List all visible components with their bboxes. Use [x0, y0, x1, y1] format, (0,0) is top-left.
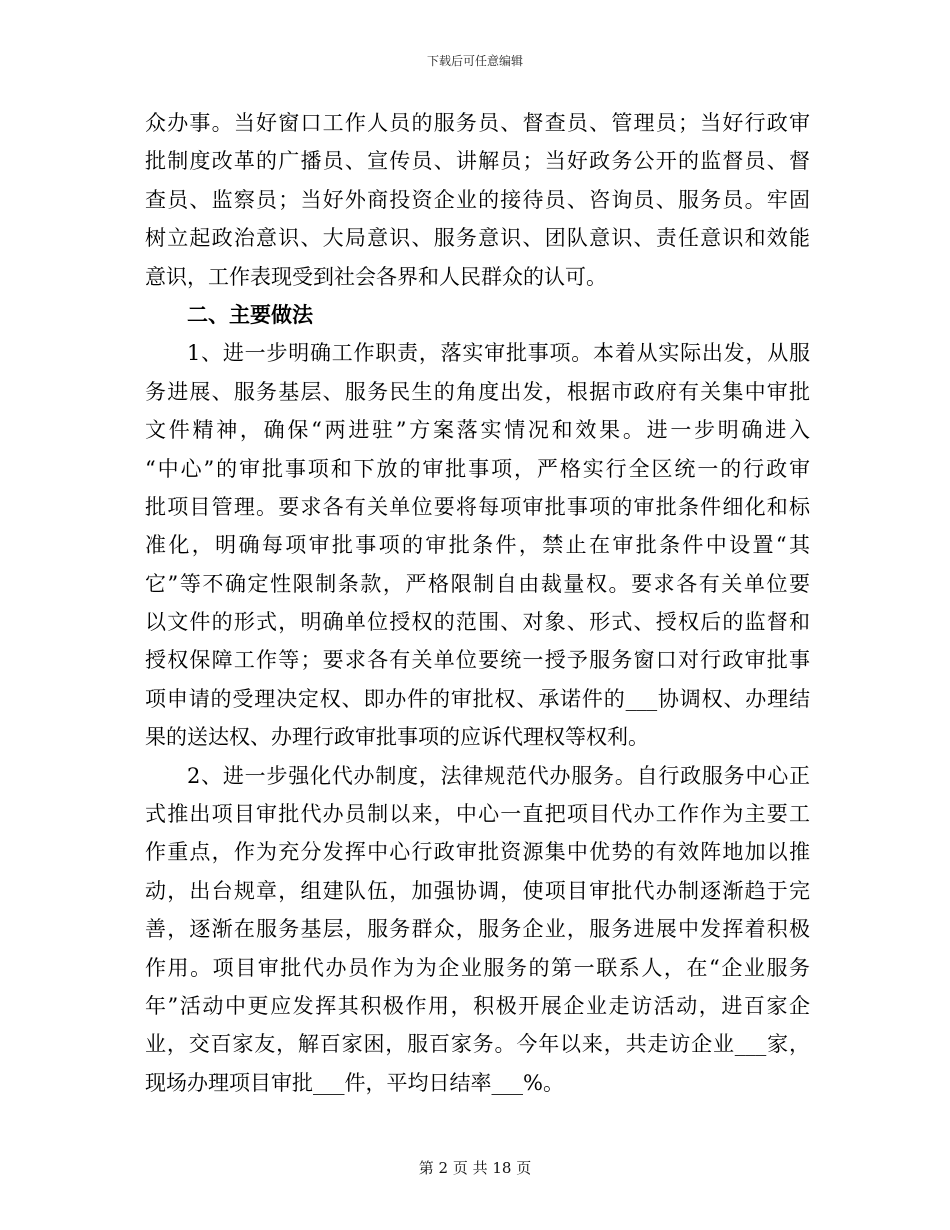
text-line: 作重点，作为充分发挥中心行政审批资源集中优势的有效阵地加以推 — [145, 840, 810, 865]
text-line: 现场办理项目审批___件，平均日结率___%。 — [145, 1070, 564, 1095]
text-line: 它”等不确定性限制条款，严格限制自由裁量权。要求各有关单位要 — [145, 571, 810, 596]
page-number: 第 2 页 共 18 页 — [418, 1159, 532, 1177]
text-line: 果的送达权、办理行政审批事项的应诉代理权等权利。 — [145, 725, 649, 750]
text-line: “中心”的审批事项和下放的审批事项，严格实行全区统一的行政审 — [145, 456, 810, 481]
text-line: 式推出项目审批代办员制以来，中心一直把项目代办工作作为主要工 — [145, 802, 810, 827]
text-line: 作用。项目审批代办员作为为企业服务的第一联系人，在“企业服务 — [145, 955, 810, 980]
page-header: 下载后可任意编辑 — [426, 54, 523, 68]
text-line: 务进展、服务基层、服务民生的角度出发，根据市政府有关集中审批 — [145, 379, 810, 404]
text-line: 树立起政治意识、大局意识、服务意识、团队意识、责任意识和效能 — [145, 226, 810, 251]
text-line: 2、进一步强化代办制度，法律规范代办服务。自行政服务中心正 — [187, 763, 810, 788]
document-body — [145, 110, 810, 1108]
section-heading: 二、主要做法 — [187, 302, 313, 327]
text-line: 年”活动中更应发挥其积极作用，积极开展企业走访活动，进百家企 — [145, 993, 810, 1018]
text-line: 文件精神，确保“两进驻”方案落实情况和效果。进一步明确进入 — [145, 418, 810, 443]
text-line: 批制度改革的广播员、宣传员、讲解员；当好政务公开的监督员、督 — [145, 149, 810, 174]
text-line: 授权保障工作等；要求各有关单位要统一授予服务窗口对行政审批事 — [145, 648, 810, 673]
text-line: 1、进一步明确工作职责，落实审批事项。本着从实际出发，从服 — [187, 341, 810, 366]
text-line: 准化，明确每项审批事项的审批条件，禁止在审批条件中设置“其 — [145, 533, 810, 558]
text-line: 批项目管理。要求各有关单位要将每项审批事项的审批条件细化和标 — [145, 494, 810, 519]
text-line: 善，逐渐在服务基层，服务群众，服务企业，服务进展中发挥着积极 — [145, 917, 810, 942]
text-line: 项申请的受理决定权、即办件的审批权、承诺件的___协调权、办理结 — [145, 686, 810, 711]
text-line: 意识，工作表现受到社会各界和人民群众的认可。 — [145, 264, 607, 289]
text-line: 业，交百家友，解百家困，服百家务。今年以来，共走访企业___家， — [145, 1032, 810, 1057]
text-line: 众办事。当好窗口工作人员的服务员、督查员、管理员；当好行政审 — [145, 111, 810, 135]
text-line: 动，出台规章，组建队伍，加强协调，使项目审批代办制逐渐趋于完 — [145, 878, 810, 903]
text-line: 以文件的形式，明确单位授权的范围、对象、形式、授权后的监督和 — [145, 610, 810, 635]
text-line: 查员、监察员；当好外商投资企业的接待员、咨询员、服务员。牢固 — [145, 187, 810, 212]
